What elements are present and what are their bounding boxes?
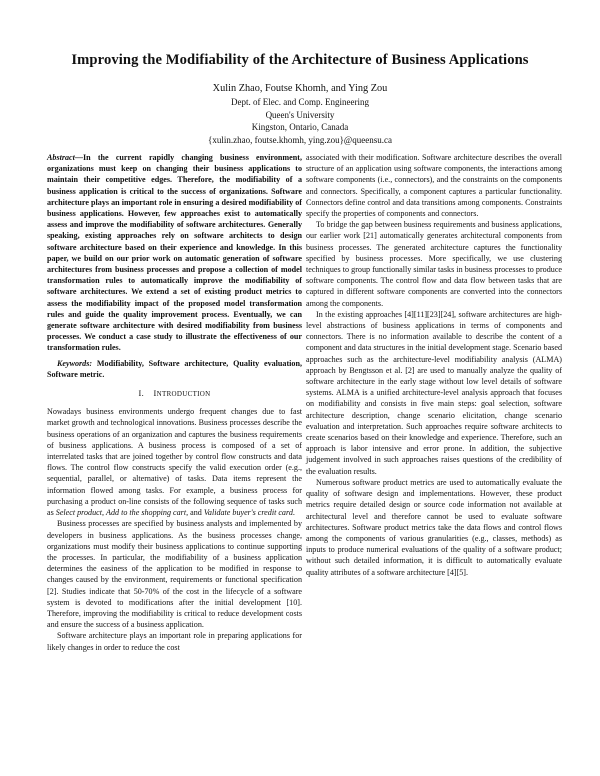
right-column — [306, 152, 562, 578]
intro-p1-text: Nowadays business environments undergo frequent changes due to fast market growth and technological innovations. Business processes describe the business operations of an organization and captures the business requirements of business applications. A business process is composed of a set of interrelated tasks that are joined together by control flow constructs and data flows. The control flow constructs specify the valid execution order (e.g., sequential, parallel, or alternative) of tasks. Data items represent the information flowed among tasks. For example, a business process for purchasing a product on-line consists of the following sequence of tasks such as — [47, 407, 302, 518]
abstract-text: —In the current rapidly changing business environment, organizations must keep on changing their business applications to maintain their competitive edges. Therefore, the modifiability of a business application is critical to the success of organizations. Software architecture plays an important role in ensuring a desired modifiability of business applications. However, few approaches exist to automatically assess and improve the modifiability of software architectures. Generally speaking, existing approaches rely on software architects to design software architecture based on their experience and knowledge. In this paper, we build on our prior work on automatic generation of software architectures from business processes and propose a collection of model transformation rules to automatically improve the modifiability of software architectures. We extend a set of existing product metrics to assess the modifiability impact of the proposed model transformation rules and guide the quality improvement process. Eventually, we can generate software architecture with desired modifiability from business processes. We conduct a case study to illustrate the effectiveness of our transformation rules. — [47, 153, 302, 353]
section-title-rest: NTRODUCTION — [156, 390, 211, 399]
section-heading-introduction — [47, 388, 302, 400]
intro-paragraph-2: Business processes are specified by business analysts and implemented by developers in business applications. As the business processes change, organizations must modify their business applications to continue supporting the processes. In particular, the modifiability of a business application determines the easiness of the application to be modified in response to changes caused by the environment, requirements or functional specification [2]. Studies indicate that 50-70% of the cost in the lifecycle of a software system is devoted to modifications after the initial development [10]. Therefore, improving the modifiability is critical to reduce development costs and ensure the success of a business application. — [47, 519, 302, 630]
right-paragraph-3: In the existing approaches [4][11][23][24], software architectures are high-level abstractions of business applications in terms of components and connectors. There is no information available to describe the content of a component and data structures in the initial development stage. Scenario based approaches such as the architecture-level modifiability analysis (ALMA) approach by Bengtsson et al. [2] are used to manually analyze the quality of software architecture in the early stage without low level details of software systems. ALMA is a unified architecture-level analysis approach that focuses on modifiability and consists in five main steps: goal selection, software architecture description, change scenario elicitation, change scenario evaluation and interpretation. Such approaches require software architects to create scenarios based on their knowledge and experience. Therefore, such an approach is labor intensive and error prone. In addition, the subjective judgement involved in such approaches raises questions of the credibility of the evaluation results. — [306, 309, 562, 476]
section-number: I. — [138, 389, 144, 399]
task-add-to-cart: Add to the shopping cart — [106, 508, 187, 518]
right-paragraph-1: associated with their modification. Software architecture describes the overall structure of an application using software components, the interactions among software components (i.e., connectors), and the constraints on the components and connectors. Specifically, a component captures a particular functionality. Connectors define control and data transitions among components. Constraints specify the properties of components and connectors. — [306, 153, 562, 219]
abstract-label: Abstract — [47, 153, 75, 162]
intro-paragraph-3: Software architecture plays an important role in preparing applications for likely changes in order to reduce the cost — [47, 631, 302, 652]
task-validate-card: Validate buyer's credit card — [203, 508, 293, 518]
affiliation-emails: {xulin.zhao, foutse.khomh, ying.zou}@queensu.ca — [208, 134, 392, 145]
paper-authors: Xulin Zhao, Foutse Khomh, and Ying Zou — [212, 83, 388, 94]
intro-p1-sep1: , — [102, 508, 107, 518]
intro-p1-end: . — [292, 508, 295, 518]
right-paragraph-2: To bridge the gap between business requirements and business applications, our earlier work [21] automatically generates architectural components from business processes. The generated architecture captures the functionality specified by business processes. More specifically, we use clustering techniques to group functionally similar tasks in business processes to produce software components. The control flow and data flow between tasks that are captured in different software components are converted into the connectors among the components. — [306, 220, 562, 308]
task-select-product: Select product — [55, 508, 102, 518]
affiliation-university: Queen's University — [265, 109, 335, 120]
section-title-first: I — [153, 389, 157, 399]
affiliation-location: Kingston, Ontario, Canada — [251, 122, 349, 132]
intro-paragraph-1 — [47, 406, 302, 518]
abstract — [47, 152, 302, 354]
keywords-label: Keywords: — [57, 358, 93, 368]
intro-p1-sep2: , and — [186, 508, 204, 518]
right-paragraph-4: Numerous software product metrics are used to automatically evaluate the quality of software design and implementations. However, these product metrics require detailed design or source code information not available at architectural level and therefore cannot be used to evaluate software architectures. Software product metrics take the data flows and control flows among the components of various granularities (e.g., classes, methods) as inputs to produce numerical evaluations of the quality of a software product; without such detailed information, it is difficult to automatically evaluate quality attributes of a software architecture [4][5]. — [306, 477, 562, 577]
left-column — [47, 152, 302, 653]
paper-title: Improving the Modifiability of the Architecture of Business Applications — [71, 52, 529, 68]
affiliation-dept: Dept. of Elec. and Comp. Engineering — [231, 97, 369, 107]
paper-affiliation — [0, 96, 600, 146]
keywords-text: Modifiability, Software architecture, Quality evaluation, Software metric. — [47, 358, 302, 379]
keywords — [47, 358, 302, 380]
